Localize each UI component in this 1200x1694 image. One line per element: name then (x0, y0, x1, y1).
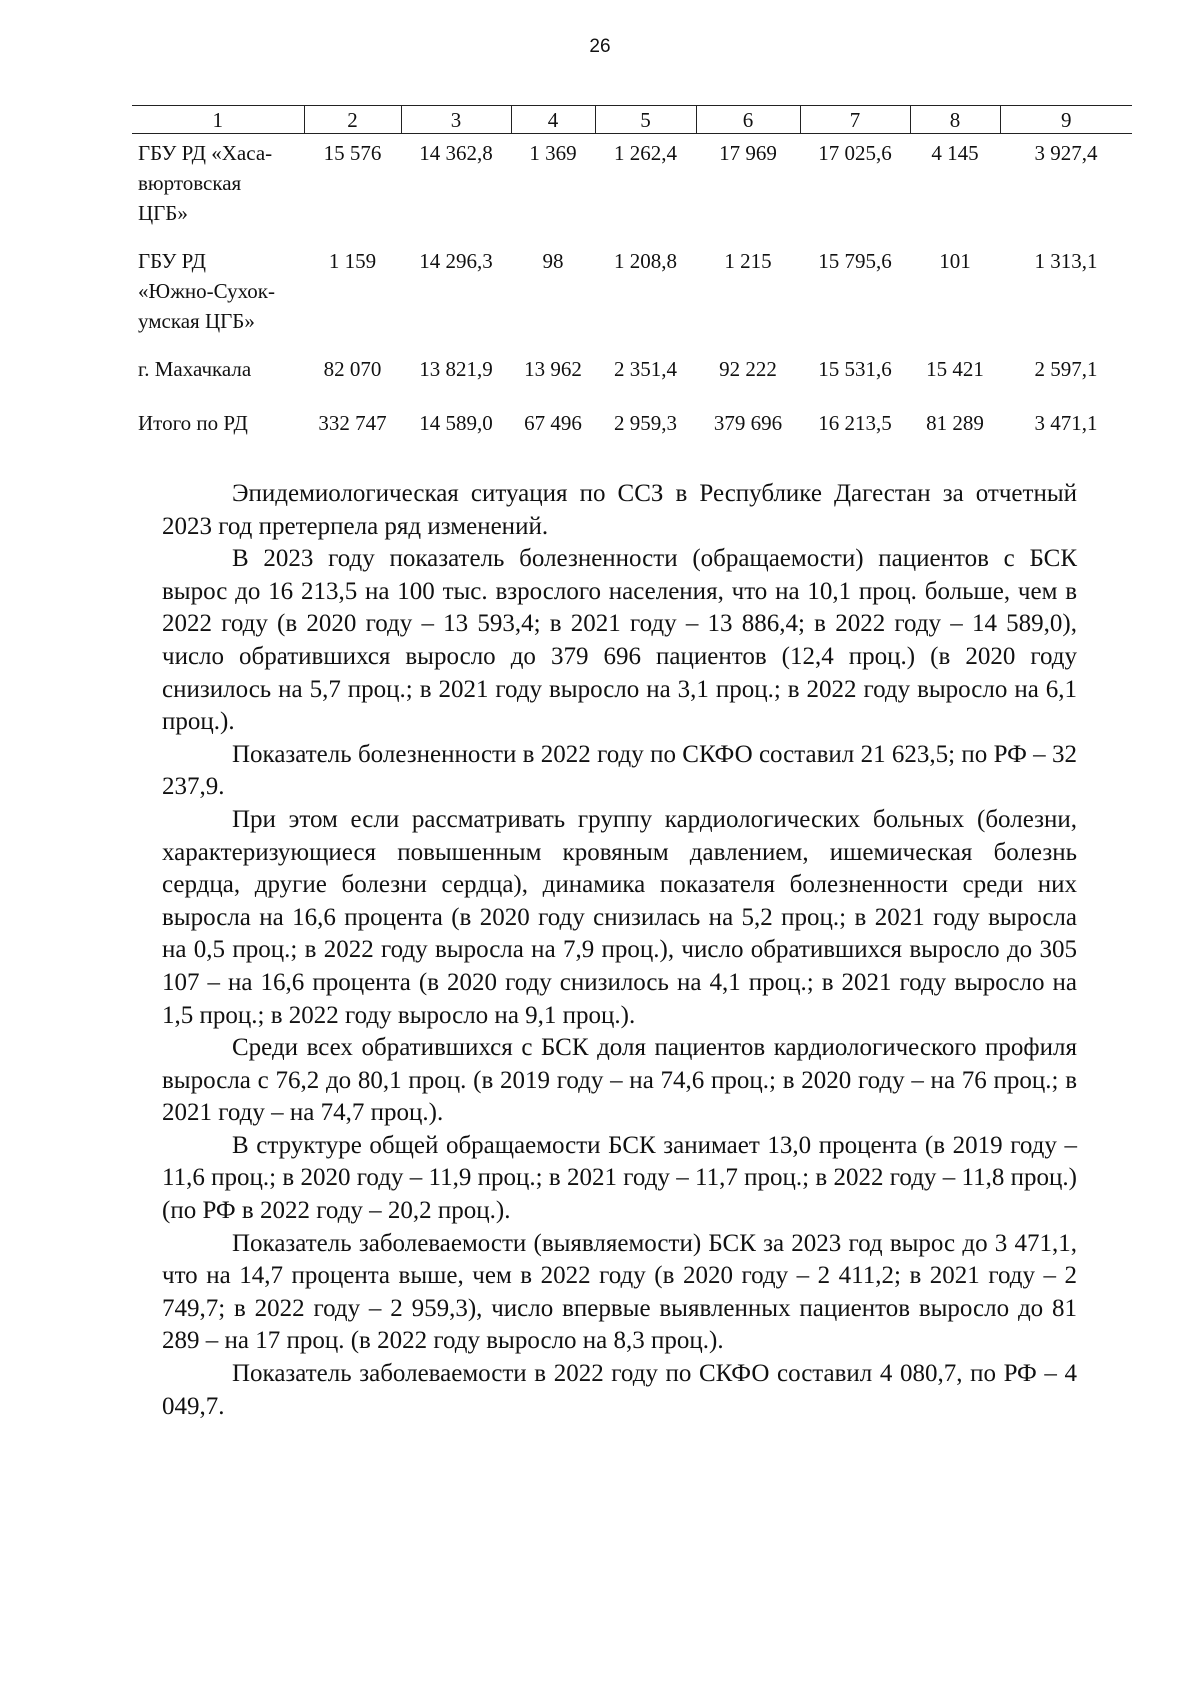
column-header: 3 (401, 106, 511, 134)
row-name: г. Махачкала (138, 357, 252, 381)
table-cell: 16 213,5 (818, 411, 892, 435)
table-row (132, 406, 1132, 468)
table-cell: 67 496 (524, 411, 582, 435)
table-row (132, 242, 1132, 352)
table-cell: 4 145 (931, 141, 979, 165)
column-header: 2 (304, 106, 401, 134)
table-cell: 3 471,1 (1034, 411, 1098, 435)
table-cell: 2 597,1 (1034, 357, 1098, 381)
row-name: ГБУ РД «Хаса- вюртовская ЦГБ» (138, 141, 273, 225)
paragraph: Показатель заболеваемости в 2022 году по СКФО составил 4 080,7, по РФ – 4 049,7. (162, 1360, 1077, 1420)
column-header: 9 (1000, 106, 1132, 134)
table-cell: 98 (542, 249, 564, 273)
table-cell: 14 362,8 (419, 141, 493, 165)
table-cell: 13 962 (524, 357, 582, 381)
table-cell: 101 (939, 249, 971, 273)
paragraph: Эпидемиологическая ситуация по ССЗ в Республике Дагестан за отчетный 2023 год претерпела ряд изменений. (162, 480, 1077, 540)
table-cell: 15 421 (926, 357, 984, 381)
column-header: 6 (696, 106, 800, 134)
table-row (132, 134, 1132, 243)
table-cell: 3 927,4 (1034, 141, 1098, 165)
row-name: Итого по РД (138, 411, 248, 435)
table-cell: 17 025,6 (818, 141, 892, 165)
table-cell: 2 351,4 (614, 357, 677, 381)
table-cell: 17 969 (719, 141, 777, 165)
table-cell: 1 208,8 (614, 249, 677, 273)
table-cell: 82 070 (323, 357, 382, 381)
table-cell: 1 159 (328, 249, 377, 273)
table-cell: 92 222 (719, 357, 777, 381)
table-cell: 1 262,4 (614, 141, 677, 165)
column-header: 4 (511, 106, 595, 134)
table-cell: 14 296,3 (419, 249, 493, 273)
column-header: 5 (595, 106, 696, 134)
table-cell: 15 531,6 (818, 357, 892, 381)
paragraph: В структуре общей обращаемости БСК занимает 13,0 процента (в 2019 году – 11,6 проц.; в 2020 году – 11,9 проц.; в 2021 году – 11,7 проц.; в 2022 году – 11,8 проц.) (по РФ в 2022 году – 20,2 проц.). (162, 1131, 1077, 1225)
column-header: 7 (800, 106, 910, 134)
row-name: ГБУ РД «Южно-Сухок- умская ЦГБ» (138, 249, 275, 333)
table-row (132, 352, 1132, 406)
table-cell: 2 959,3 (614, 411, 677, 435)
paragraph: В 2023 году показатель болезненности (обращаемости) пациентов с БСК вырос до 16 213,5 на 100 тыс. взрослого населения, что на 10,1 проц. больше, чем в 2022 году (в 2020 году – 13 593,4; в 2021 году – 13 886,4; в 2022 году – 14 589,0), число обратившихся выросло до 379 696 пациентов (12,4 проц.) (в 2020 году снизилось на 5,7 проц.; в 2021 году выросло на 3,1 проц.; в 2022 году выросло на 6,1 проц.). (162, 545, 1077, 736)
table-cell: 15 795,6 (818, 249, 892, 273)
body-text (162, 478, 1077, 1423)
table-cell: 15 576 (323, 141, 382, 165)
statistics-table (132, 105, 1132, 468)
table-cell: 14 589,0 (419, 411, 493, 435)
paragraph: Показатель болезненности в 2022 году по СКФО составил 21 623,5; по РФ – 32 237,9. (162, 740, 1077, 801)
column-header: 1 (132, 106, 304, 134)
table-header-row (132, 106, 1132, 134)
table-cell: 1 215 (724, 249, 772, 273)
paragraph: Показатель заболеваемости (выявляемости) БСК за 2023 год вырос до 3 471,1, что на 14,7 процента выше, чем в 2022 году (в 2020 году – 2 411,2; в 2021 году – 2 749,7; в 2022 году – 2 959,3), число впервые выявленных пациентов выросло до 81 289 – на 17 проц. (в 2022 году выросло на 8,3 проц.). (162, 1229, 1077, 1355)
table-cell: 1 313,1 (1034, 249, 1098, 273)
column-header: 8 (910, 106, 1000, 134)
table-cell: 1 369 (529, 141, 577, 165)
table-cell: 81 289 (926, 411, 984, 435)
table-cell: 13 821,9 (419, 357, 493, 381)
table-cell: 332 747 (318, 411, 387, 435)
paragraph: При этом если рассматривать группу кардиологических больных (болезни, характеризующиеся повышенным кровяным давлением, ишемическая болезнь сердца, другие болезни сердца), динамика показателя болезненности среди них выросла на 16,6 процента (в 2020 году снизилась на 5,2 проц.; в 2021 году выросла на 0,5 проц.; в 2022 году выросла на 7,9 проц.), число обратившихся выросло до 305 107 – на 16,6 процента (в 2020 году снизилось на 4,1 проц.; в 2021 году выросло на 1,5 проц.; в 2022 году выросло на 9,1 проц.). (162, 805, 1077, 1029)
table-cell: 379 696 (713, 411, 783, 435)
paragraph: Среди всех обратившихся с БСК доля пациентов кардиологического профиля выросла с 76,2 до 80,1 проц. (в 2019 году – на 74,6 проц.; в 2020 году – на 76 проц.; в 2021 году – на 74,7 проц.). (162, 1034, 1077, 1127)
page-number: 26 (589, 36, 611, 57)
